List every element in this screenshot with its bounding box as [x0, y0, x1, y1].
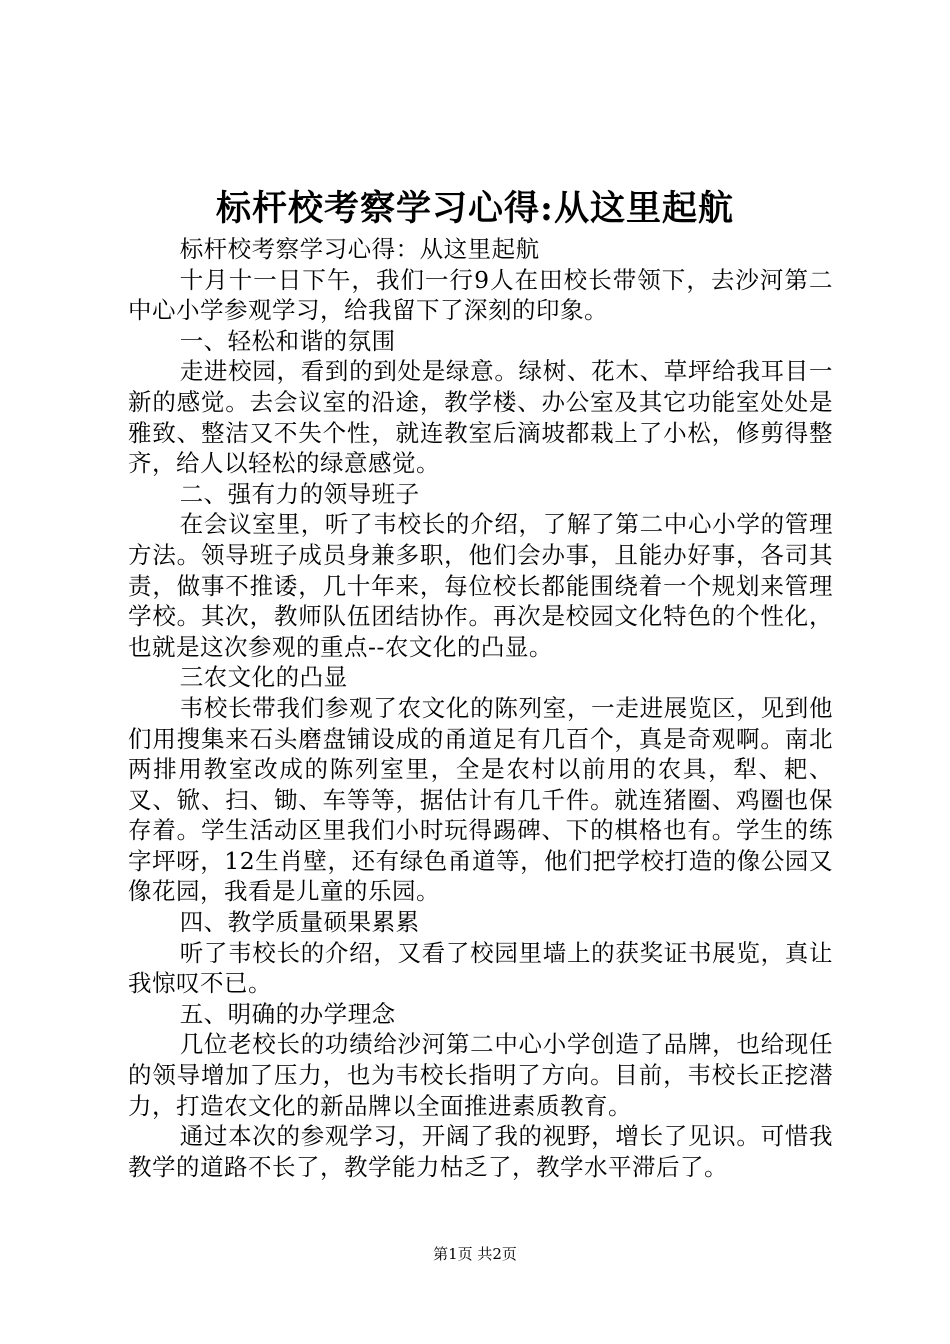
paragraph-section-5: 几位老校长的功绩给沙河第二中心小学创造了品牌，也给现任的领导增加了压力，也为韦校长指明了方向。目前，韦校长正挖潜力，打造农文化的新品牌以全面推进素质教育。	[128, 1030, 833, 1120]
section-heading-4: 四、教学质量硕果累累	[179, 908, 420, 937]
section-heading-1: 一、轻松和谐的氛围	[179, 326, 396, 355]
paragraph-section-1: 走进校园，看到的到处是绿意。绿树、花木、草坪给我耳目一新的感觉。去会议室的沿途，教学楼、办公室及其它功能室处处是雅致、整洁又不失个性，就连教室后滴坡都栽上了小松，修剪得整齐，给人以轻松的绿意感觉。	[128, 357, 833, 478]
paragraph-section-3: 韦校长带我们参观了农文化的陈列室，一走进展览区，见到他们用搜集来石头磨盘铺设成的甬道足有几百个，真是奇观啊。南北两排用教室改成的陈列室里，全是农村以前用的农具，犁、耙、叉、锨、扫、锄、车等等，据估计有几千件。就连猪圈、鸡圈也保存着。学生活动区里我们小时玩得踢碑、下的棋格也有。学生的练字坪呀，12生肖壁，还有绿色甬道等，他们把学校打造的像公园又像花园，我看是儿童的乐园。	[128, 693, 833, 906]
document-title: 标杆校考察学习心得:从这里起航	[216, 188, 734, 229]
paragraph-section-2: 在会议室里，听了韦校长的介绍，了解了第二中心小学的管理方法。领导班子成员身兼多职，他们会办事，且能办好事，各司其责，做事不推诿，几十年来，每位校长都能围绕着一个规划来管理学校。其次，教师队伍团结协作。再次是校园文化特色的个性化，也就是这次参观的重点--农文化的凸显。	[128, 510, 833, 661]
paragraph-intro: 十月十一日下午，我们一行9人在田校长带领下，去沙河第二中心小学参观学习，给我留下了深刻的印象。	[128, 265, 833, 325]
section-heading-2: 二、强有力的领导班子	[179, 479, 420, 508]
paragraph-conclusion: 通过本次的参观学习，开阔了我的视野，增长了见识。可惜我教学的道路不长了，教学能力枯乏了，教学水平滞后了。	[128, 1122, 833, 1181]
paragraph-section-4: 听了韦校长的介绍，又看了校园里墙上的获奖证书展览，真让我惊叹不已。	[128, 938, 833, 998]
page-footer: 第1页 共2页	[433, 1245, 517, 1263]
section-heading-5: 五、明确的办学理念	[179, 999, 396, 1028]
document-body	[128, 234, 833, 1182]
paragraph-subtitle: 标杆校考察学习心得：从这里起航	[179, 235, 540, 263]
section-heading-3: 三农文化的凸显	[179, 663, 348, 692]
